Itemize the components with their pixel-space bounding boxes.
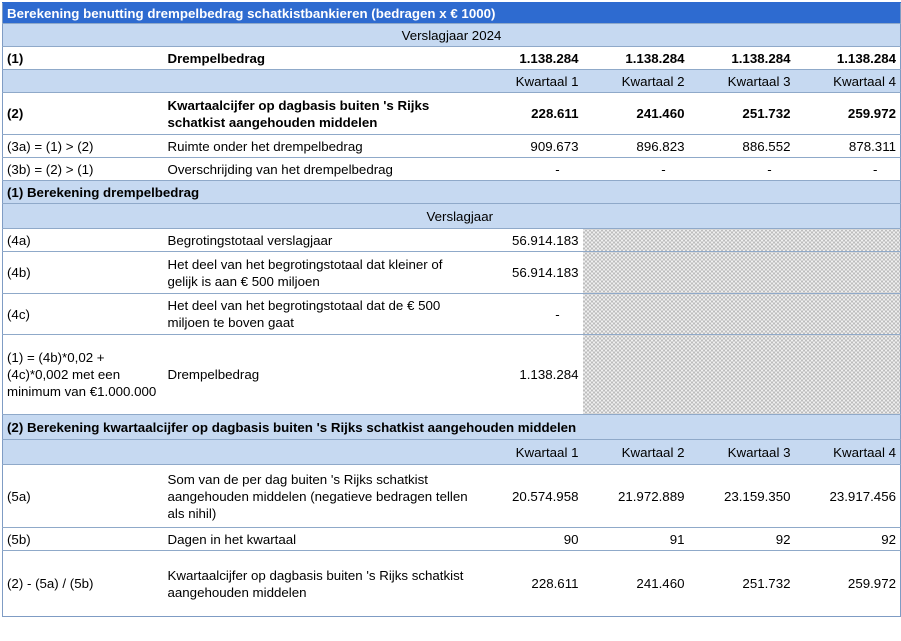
blank-header [3, 440, 477, 465]
q1-value: 909.673 [477, 135, 583, 158]
q2-value: 241.460 [583, 93, 689, 135]
q3-value: 251.732 [689, 551, 795, 617]
days-in-quarter-row [3, 528, 901, 551]
calculation-table [2, 2, 901, 617]
row-code: (1) [3, 47, 164, 70]
q1-value: 20.574.958 [477, 465, 583, 528]
row-label: Drempelbedrag [164, 47, 477, 70]
q3-value: 251.732 [689, 93, 795, 135]
q1-value: - [477, 158, 583, 181]
quarter-1-header: Kwartaal 1 [477, 440, 583, 465]
q1-value: 228.611 [477, 551, 583, 617]
budget-portion-below-row [3, 252, 901, 294]
q4-value: 259.972 [795, 93, 901, 135]
reporting-year-row [3, 24, 901, 47]
section-2-header [3, 415, 901, 440]
sheet-title: Berekening benutting drempelbedrag schatkistbankieren (bedragen x € 1000) [3, 3, 901, 24]
row-label: Het deel van het begrotingstotaal dat kleiner of gelijk is aan € 500 miljoen [164, 252, 477, 294]
section-2-title: (2) Berekening kwartaalcijfer op dagbasis buiten 's Rijks schatkist aangehouden middelen [3, 415, 901, 440]
row-code: (3b) = (2) > (1) [3, 158, 164, 181]
q4-value: 92 [795, 528, 901, 551]
row-label: Overschrijding van het drempelbedrag [164, 158, 477, 181]
reporting-year-column-text: Verslagjaar [426, 208, 494, 224]
row-code: (2) [3, 93, 164, 135]
q3-value: 92 [689, 528, 795, 551]
row-label: Dagen in het kwartaal [164, 528, 477, 551]
hatched-cell [583, 229, 901, 252]
q4-value: - [795, 158, 901, 181]
q2-value: 91 [583, 528, 689, 551]
q2-value: 1.138.284 [583, 47, 689, 70]
quarter-3-header: Kwartaal 3 [689, 440, 795, 465]
row-label: Begrotingstotaal verslagjaar [164, 229, 477, 252]
row-code: (5a) [3, 465, 164, 528]
hatched-cell [583, 294, 901, 335]
quarter-header-row [3, 70, 901, 93]
threshold-row [3, 47, 901, 70]
threshold-formula-row [3, 335, 901, 415]
reporting-year-value: 56.914.183 [477, 229, 583, 252]
row-label: Het deel van het begrotingstotaal dat de € 500 miljoen te boven gaat [164, 294, 477, 335]
row-label: Ruimte onder het drempelbedrag [164, 135, 477, 158]
quarter-1-header: Kwartaal 1 [477, 70, 583, 93]
q3-value: 23.159.350 [689, 465, 795, 528]
q4-value: 878.311 [795, 135, 901, 158]
threshold-exceedance-row [3, 158, 901, 181]
budget-portion-above-row [3, 294, 901, 335]
quarterly-figure-calc-row [3, 551, 901, 617]
row-code: (1) = (4b)*0,02 + (4c)*0,002 met een minimum van €1.000.000 [3, 335, 164, 415]
q4-value: 23.917.456 [795, 465, 901, 528]
q4-value: 259.972 [795, 551, 901, 617]
q2-value: 241.460 [583, 551, 689, 617]
section-1-column-header [3, 204, 901, 229]
quarter-2-header: Kwartaal 2 [583, 440, 689, 465]
room-below-threshold-row [3, 135, 901, 158]
hatched-cell [583, 252, 901, 294]
q3-value: 1.138.284 [689, 47, 795, 70]
hatched-cell [583, 335, 901, 415]
quarter-3-header: Kwartaal 3 [689, 70, 795, 93]
reporting-year-label: Verslagjaar 2024 [3, 24, 901, 47]
title-row [3, 3, 901, 24]
budget-total-row [3, 229, 901, 252]
reporting-year-value: - [477, 294, 583, 335]
section-1-title: (1) Berekening drempelbedrag [3, 181, 901, 204]
section-1-header [3, 181, 901, 204]
quarterly-figure-row [3, 93, 901, 135]
quarter-2-header: Kwartaal 2 [583, 70, 689, 93]
row-code: (3a) = (1) > (2) [3, 135, 164, 158]
row-code: (4c) [3, 294, 164, 335]
threshold-calculation-sheet [2, 2, 896, 617]
row-label: Drempelbedrag [164, 335, 477, 415]
q4-value: 1.138.284 [795, 47, 901, 70]
reporting-year-value: 1.138.284 [477, 335, 583, 415]
q1-value: 1.138.284 [477, 47, 583, 70]
q2-value: - [583, 158, 689, 181]
row-label: Som van de per dag buiten 's Rijks schatkist aangehouden middelen (negatieve bedragen tellen als nihil) [164, 465, 477, 528]
row-code: (2) - (5a) / (5b) [3, 551, 164, 617]
q2-value: 896.823 [583, 135, 689, 158]
row-code: (4b) [3, 252, 164, 294]
quarter-4-header: Kwartaal 4 [795, 440, 901, 465]
blank-header [3, 204, 477, 229]
sum-outside-treasury-row [3, 465, 901, 528]
q3-value: - [689, 158, 795, 181]
q1-value: 228.611 [477, 93, 583, 135]
row-label: Kwartaalcijfer op dagbasis buiten 's Rijks schatkist aangehouden middelen [164, 93, 477, 135]
q1-value: 90 [477, 528, 583, 551]
q2-value: 21.972.889 [583, 465, 689, 528]
q3-value: 886.552 [689, 135, 795, 158]
reporting-year-value: 56.914.183 [477, 252, 583, 294]
row-code: (5b) [3, 528, 164, 551]
blank-header [3, 70, 477, 93]
section-2-quarter-header [3, 440, 901, 465]
quarter-4-header: Kwartaal 4 [795, 70, 901, 93]
reporting-year-column-label [426, 204, 901, 229]
row-code: (4a) [3, 229, 164, 252]
row-label: Kwartaalcijfer op dagbasis buiten 's Rijks schatkist aangehouden middelen [164, 551, 477, 617]
